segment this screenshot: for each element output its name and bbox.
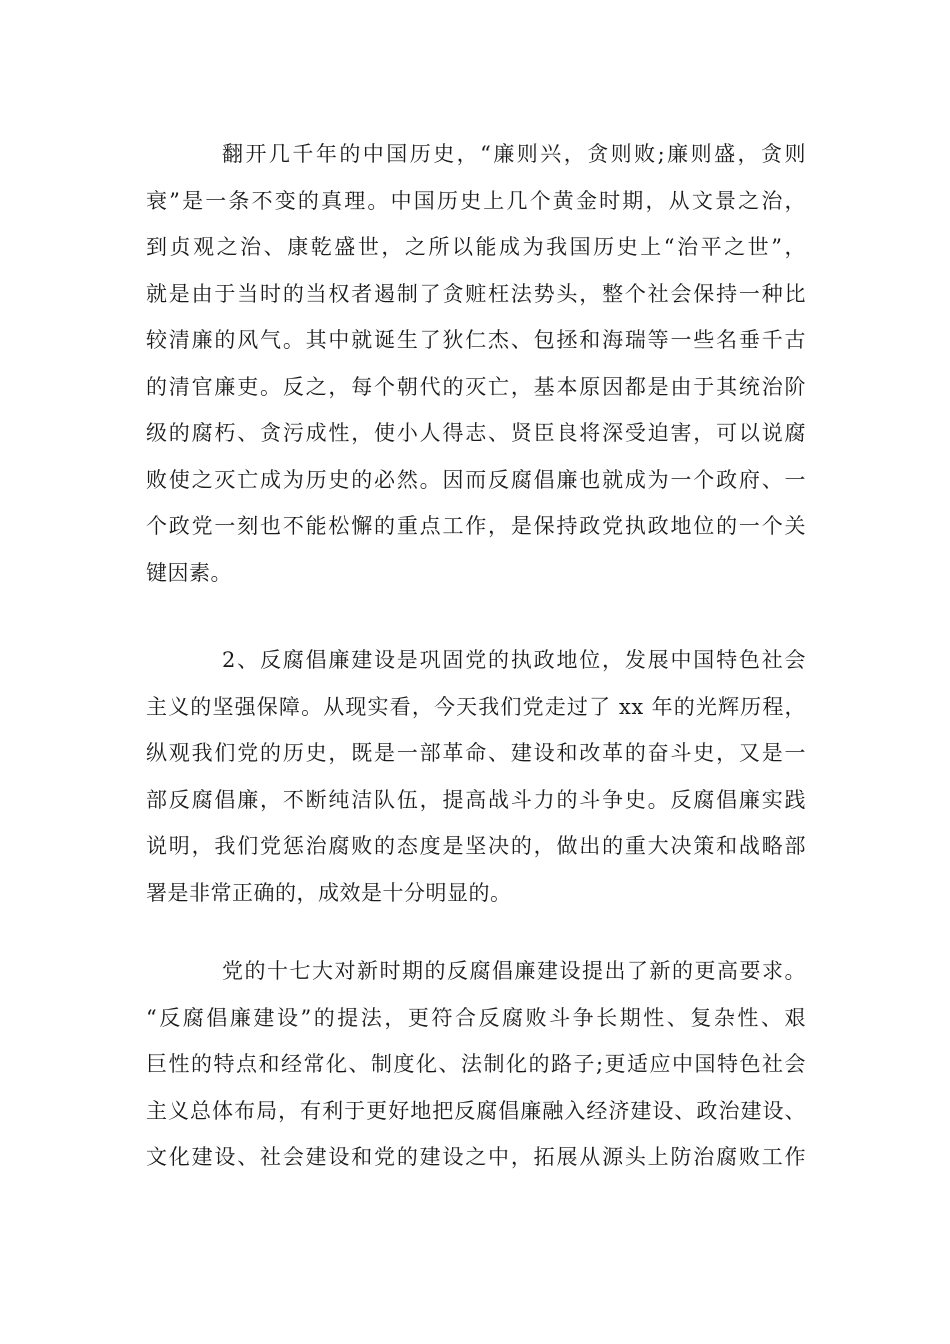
paragraph-line: 党的十七大对新时期的反腐倡廉建设提出了新的更高要求。: [222, 959, 806, 983]
paragraph-line: 纵观我们党的历史，既是一部革命、建设和改革的奋斗史，又是一: [146, 741, 806, 765]
paragraph-line: 就是由于当时的当权者遏制了贪赃枉法势头，整个社会保持一种比: [146, 281, 806, 306]
paragraph-point-2: [146, 637, 806, 916]
paragraph-line: 败使之灭亡成为历史的必然。因而反腐倡廉也就成为一个政府、一: [146, 467, 806, 492]
paragraph-17th-congress: [146, 948, 806, 1181]
paragraph-line: 署是非常正确的，成效是十分明显的。: [146, 880, 512, 905]
paragraph-line: 个政党一刻也不能松懈的重点工作，是保持政党执政地位的一个关: [146, 514, 806, 538]
paragraph-line: 说明，我们党惩治腐败的态度是坚决的，做出的重大决策和战略部: [146, 834, 806, 858]
paragraph-line: 到贞观之治、康乾盛世，之所以能成为我国历史上“治平之世”，: [146, 235, 806, 259]
paragraph-line: 部反腐倡廉，不断纯洁队伍，提高战斗力的斗争史。反腐倡廉实践: [146, 787, 806, 812]
paragraph-line: 级的腐朽、贪污成性，使小人得志、贤臣良将深受迫害，可以说腐: [146, 421, 806, 445]
paragraph-line: 2、反腐倡廉建设是巩固党的执政地位，发展中国特色社会: [222, 648, 806, 672]
paragraph-history: [146, 131, 806, 596]
paragraph-line: 的清官廉吏。反之，每个朝代的灭亡，基本原因都是由于其统治阶: [146, 374, 806, 399]
paragraph-line: 较清廉的风气。其中就诞生了狄仁杰、包拯和海瑞等一些名垂千古: [146, 328, 806, 352]
paragraph-line: 键因素。: [146, 560, 232, 585]
paragraph-line: 衰”是一条不变的真理。中国历史上几个黄金时期，从文景之治，: [146, 188, 806, 213]
paragraph-line: 翻开几千年的中国历史，“廉则兴，贪则败;廉则盛，贪则: [222, 142, 806, 166]
paragraph-line: 主义的坚强保障。从现实看，今天我们党走过了 xx 年的光辉历程，: [146, 694, 806, 719]
paragraph-line: 主义总体布局，有利于更好地把反腐倡廉融入经济建设、政治建设、: [146, 1098, 806, 1123]
paragraph-line: 文化建设、社会建设和党的建设之中，拓展从源头上防治腐败工作: [146, 1145, 806, 1169]
paragraph-line: 巨性的特点和经常化、制度化、法制化的路子;更适应中国特色社会: [146, 1052, 806, 1076]
paragraph-line: “反腐倡廉建设”的提法，更符合反腐败斗争长期性、复杂性、艰: [146, 1005, 806, 1030]
